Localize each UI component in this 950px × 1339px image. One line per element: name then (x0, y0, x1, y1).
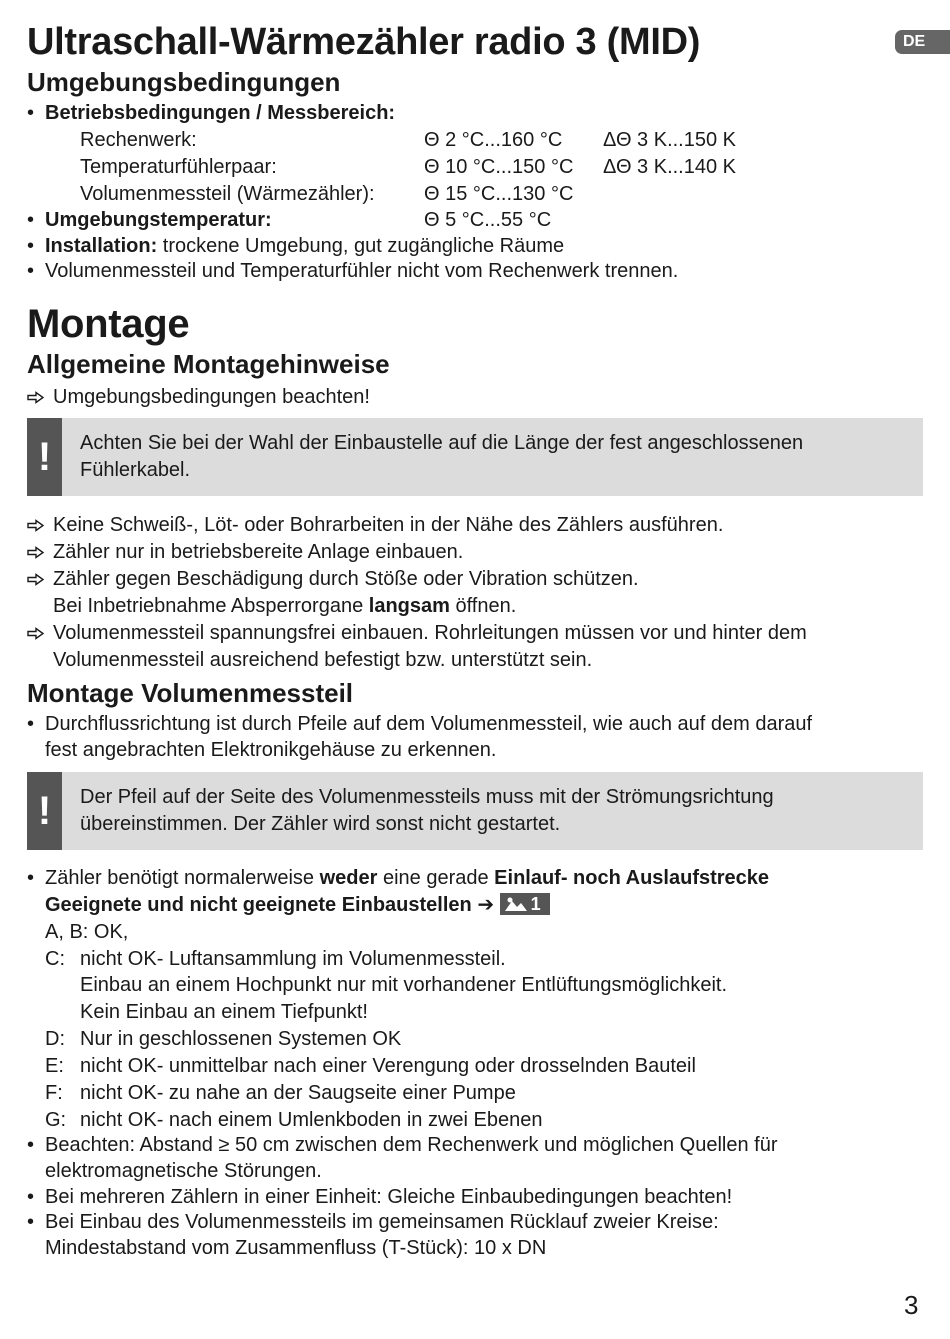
page-title: Ultraschall-Wärmezähler radio 3 (MID) (27, 21, 701, 63)
mehrere-item (27, 1184, 927, 1211)
item-text: nicht OK- Luftansammlung im Volumenmessteil. (80, 948, 506, 970)
note-line: Fühlerkabel. (80, 459, 191, 481)
weder-bold: weder (319, 867, 378, 889)
right-arrow-icon: ➔ (477, 894, 495, 916)
trennen-item (27, 258, 927, 285)
installation-label: Installation: (45, 235, 158, 257)
bullet-icon: • (27, 1186, 35, 1208)
umgebungstemp-value: Θ 5 °C...55 °C (424, 209, 552, 231)
hollow-right-arrow-icon (27, 519, 45, 532)
montage-heading: Montage (27, 302, 190, 346)
mehrere-text: Bei mehreren Zählern in einer Einheit: Gleiche Einbaubedingungen beachten! (45, 1186, 733, 1208)
umgebungstemp-label: Umgebungstemperatur: (45, 209, 272, 231)
volumen-heading: Montage Volumenmessteil (27, 678, 354, 708)
bullet-icon: • (27, 102, 35, 124)
ruecklauf-item (27, 1209, 927, 1263)
hinweis-item (27, 620, 927, 674)
hinweis-item (27, 384, 927, 411)
hinweis-text: Bei Inbetriebnahme Absperrorgane (53, 595, 369, 617)
hinweis-item (27, 512, 927, 539)
installation-item (27, 233, 927, 260)
hinweis-text: Volumenmessteil spannungsfrei einbauen. Rohrleitungen müssen vor und hinter dem (53, 622, 807, 644)
item-text: Kein Einbau an einem Tiefpunkt! (80, 1001, 368, 1023)
fluss-text: Durchflussrichtung ist durch Pfeile auf dem Volumenmessteil, wie auch auf dem darauf (45, 713, 813, 735)
hinweis-item (27, 566, 927, 593)
betrieb-item (27, 100, 927, 127)
rechenwerk-range: Θ 2 °C...160 °C (424, 129, 563, 151)
figure-number: 1 (530, 894, 541, 914)
bullet-icon: • (27, 1211, 35, 1233)
abstand-item (27, 1132, 927, 1186)
ruecklauf-text: Mindestabstand vom Zusammenfluss (T-Stück): 10 x DN (45, 1237, 547, 1259)
rechenwerk-label: Rechenwerk: (80, 129, 197, 151)
hinweis-text: Zähler nur in betriebsbereite Anlage einbauen. (53, 541, 464, 563)
rechenwerk-delta: ΔΘ 3 K...150 K (603, 129, 737, 151)
fluss-item (27, 711, 927, 765)
hinweis-bold: langsam (368, 595, 450, 617)
bullet-icon: • (27, 209, 35, 231)
language-badge: DE (895, 30, 950, 54)
hinweis-text: Volumenmessteil ausreichend befestigt bzw. unterstützt sein. (53, 649, 593, 671)
strecke-bold: Einlauf- noch Auslaufstrecke (494, 867, 770, 889)
hinweis-item (27, 539, 927, 566)
item-text: Einbau an einem Hochpunkt nur mit vorhandener Entlüftungsmöglichkeit. (80, 974, 728, 996)
hollow-right-arrow-icon (27, 391, 45, 404)
ruecklauf-text: Bei Einbau des Volumenmessteils im gemeinsamen Rücklauf zweier Kreise: (45, 1211, 719, 1233)
weder-item (27, 865, 927, 892)
item-text: nicht OK- nach einem Umlenkboden in zwei Ebenen (80, 1109, 543, 1131)
bullet-icon: • (27, 867, 35, 889)
hollow-right-arrow-icon (27, 627, 45, 640)
geeignet-line (45, 892, 550, 919)
umgebung-heading: Umgebungsbedingungen (27, 67, 341, 97)
hinweis-continuation (53, 593, 516, 620)
trennen-text: Volumenmessteil und Temperaturfühler nicht vom Rechenwerk trennen. (45, 260, 679, 282)
hollow-right-arrow-icon (27, 573, 45, 586)
item-key: C: (45, 948, 65, 970)
figure-ref[interactable] (500, 893, 550, 915)
hinweis-text: Zähler gegen Beschädigung durch Stöße oder Vibration schützen. (53, 568, 639, 590)
item-key: F: (45, 1082, 63, 1104)
abstand-text: Beachten: Abstand ≥ 50 cm zwischen dem Rechenwerk und möglichen Quellen für (45, 1134, 778, 1156)
fuehlerpaar-delta: ΔΘ 3 K...140 K (603, 156, 737, 178)
hollow-right-arrow-icon (27, 546, 45, 559)
bullet-icon: • (27, 713, 35, 735)
bullet-icon: • (27, 260, 35, 282)
image-icon (504, 896, 528, 912)
fuehlerpaar-range: Θ 10 °C...150 °C (424, 156, 574, 178)
fuehlerpaar-label: Temperaturfühlerpaar: (80, 156, 277, 178)
abstand-text: elektromagnetische Störungen. (45, 1160, 322, 1182)
item-key: D: (45, 1028, 65, 1050)
geeignet-text: Geeignete und nicht geeignete Einbaustellen (45, 894, 472, 916)
item-text: nicht OK- unmittelbar nach einer Verengung oder drosselnden Bauteil (80, 1055, 696, 1077)
warning-note (27, 418, 923, 496)
bullet-icon: • (27, 235, 35, 257)
betrieb-label: Betriebsbedingungen / Messbereich: (45, 102, 396, 124)
volumenmessteil-range: Θ 15 °C...130 °C (424, 183, 574, 205)
exclamation-icon: ! (27, 418, 62, 496)
allgemein-heading: Allgemeine Montagehinweise (27, 349, 390, 379)
bullet-icon: • (27, 1134, 35, 1156)
item-key: E: (45, 1055, 64, 1077)
note-line: Der Pfeil auf der Seite des Volumenmessteils muss mit der Strömungsrichtung (80, 786, 774, 808)
hinweis-text: Keine Schweiß-, Löt- oder Bohrarbeiten in der Nähe des Zählers ausführen. (53, 514, 724, 536)
fluss-text: fest angebrachten Elektronikgehäuse zu erkennen. (45, 739, 497, 761)
item-text: nicht OK- zu nahe an der Saugseite einer Pumpe (80, 1082, 516, 1104)
exclamation-icon: ! (27, 772, 62, 850)
ab-ok: A, B: OK, (45, 921, 129, 943)
umgebungstemp-item (27, 207, 927, 234)
item-text: Nur in geschlossenen Systemen OK (80, 1028, 402, 1050)
item-key: G: (45, 1109, 67, 1131)
warning-note (27, 772, 923, 850)
page-number: 3 (904, 1290, 919, 1320)
weder-text: eine gerade (377, 867, 495, 889)
hinweis-text: Umgebungsbedingungen beachten! (53, 386, 370, 408)
hinweis-text: öffnen. (449, 595, 517, 617)
installation-text: trockene Umgebung, gut zugängliche Räume (157, 235, 565, 257)
note-line: Achten Sie bei der Wahl der Einbaustelle auf die Länge der fest angeschlossenen (80, 432, 804, 454)
weder-text: Zähler benötigt normalerweise (45, 867, 320, 889)
note-line: übereinstimmen. Der Zähler wird sonst nicht gestartet. (80, 813, 561, 835)
volumenmessteil-label: Volumenmessteil (Wärmezähler): (80, 183, 375, 205)
